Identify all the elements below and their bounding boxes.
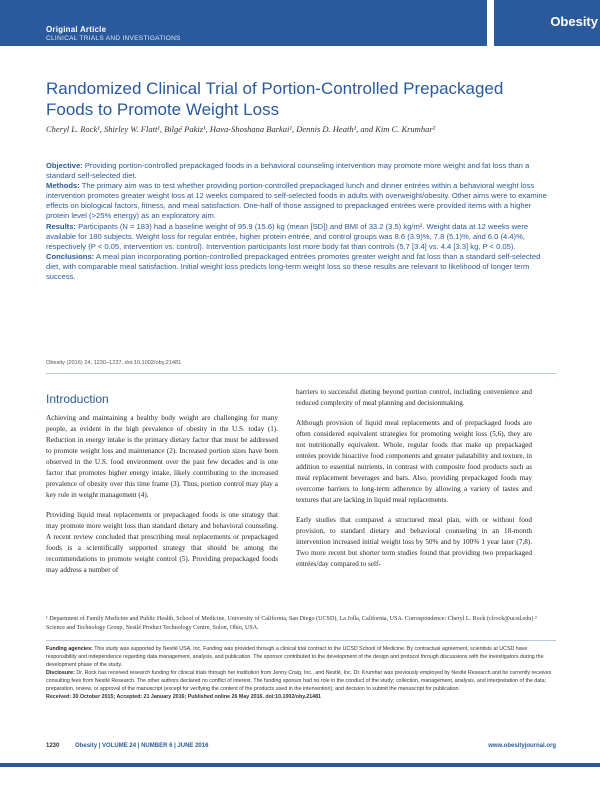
objective-label: Objective: xyxy=(46,161,83,170)
author-list: Cheryl L. Rock¹, Shirley W. Flatt¹, Bilgé Pakiz¹, Hava-Shoshana Barkai¹, Dennis D. Heath¹, and Kim C. Krumhar² xyxy=(46,124,436,134)
article-title xyxy=(46,78,546,120)
conclusions-label: Conclusions: xyxy=(46,251,95,261)
paragraph: Although provision of liquid meal replacements and of prepackaged foods are often considered equivalent strategies for promoting weight loss (5,6), they are not nutritionally equivalent. Whole, regular foods that make up prepackaged entrées provide bioactive food components and greater palatability and texture, in addition to essential nutrients, in contrast with composite food products such as meal replacement beverages and bars. Also, providing prepackaged foods may overcome barriers to long-term adherence by allowing a variety of tastes and textures that are lacking in liquid meal replacements. xyxy=(296,419,532,504)
paragraph: Achieving and maintaining a healthy body weight are challenging for many people, as evident in the high prevalence of obesity in the U.S. today (1). Reduction in energy intake is the primary dietary factor that must be addressed to promote weight loss and maintenance (2). Increased portion sizes have been observed in the U.S. food environment over the past few decades and is one factor that promotes higher energy intake, likely contributing to the increased prevalence of obesity over this time frame (3). Thus, portion control may play a key role in weight management (4). xyxy=(46,414,278,499)
title-line-1: Randomized Clinical Trial of Portion-Controlled Prepackaged xyxy=(46,79,504,98)
article-type: Original Article xyxy=(46,25,107,34)
abstract-methods xyxy=(46,181,556,221)
results-text: Participants (N = 183) had a baseline weight of 95.9 (15.6) kg (mean [SD]) and BMI of 33.2 (3.5) kg/m². Weight data at 12 weeks were available for 180 subjects. Weight loss for regular entrée, higher protein entrée, and control groups was 8.6 (3.9)%, 7.8 (5.1)%, and 6.0 (4.4)%, respectively (P < 0.05, intervention vs. control). Intervention participants lost more body fat than controls (5.7 [3.4] vs. 4.4 [3.3] kg, P < 0.05). xyxy=(46,221,529,251)
journal-name: Obesity xyxy=(550,14,598,29)
conclusions-text: A meal plan incorporating portion-controlled prepackaged entrées promotes greater weight and fat loss than a standard self-selected diet, with comparable meal satisfaction. Initial weight loss predicts long-term weight loss so these results are relevant to likelihood of longer term success. xyxy=(46,251,541,282)
funding-label: Funding agencies: xyxy=(46,646,93,652)
title-line-2: Foods to Promote Weight Loss xyxy=(46,100,280,119)
journal-issue-info: Obesity | VOLUME 24 | NUMBER 6 | JUNE 2016 xyxy=(75,743,209,749)
abstract-conclusions xyxy=(46,252,556,282)
abstract-objective xyxy=(46,161,556,181)
journal-url[interactable]: www.obesityjournal.org xyxy=(488,743,556,749)
intro-heading: Introduction xyxy=(46,392,109,406)
disclosure-label: Disclosure: xyxy=(46,670,75,676)
funding-text: This study was supported by Nestlé USA, Inc. Funding was provided through a clinical trial contract to the UCSD School of Medicine. By contractual agreement, scientists at UCSD have responsibility and independence regarding data management, analysis, and publication. The sponsor contributed to the development of the design and protocol through discussions with the investigators during the development phase of the study. xyxy=(46,646,544,668)
publication-dates: Received: 30 October 2015; Accepted: 21 January 2016; Published online 26 May 2016. doi:10.1002/oby.21481 xyxy=(46,694,321,700)
body-column-right xyxy=(296,387,532,579)
disclosure-note xyxy=(46,669,556,693)
page-number: 1230 xyxy=(46,743,60,749)
disclosure-text: Dr. Rock has received research funding for clinical trials through her institution from Jenny Craig, Inc., and Nestlé, Inc. Dr. Krumhar was previously employed by Nestlé Research and he currently receives consulting fees from Nestlé Research. The other authors declared no conflict of interest. The funding sponsor had no role in the conduct of the study; collection, management, analysis, and interpretation of the data; preparation, review, or approval of the manuscript (except for verifying the content of the products used in the intervention); and decision to submit the manuscript for publication. xyxy=(46,670,552,692)
article-info xyxy=(46,645,556,701)
page-footer xyxy=(46,743,556,749)
info-divider xyxy=(46,640,556,641)
abstract xyxy=(46,161,556,282)
abstract-results xyxy=(46,222,556,252)
article-section: CLINICAL TRIALS AND INVESTIGATIONS xyxy=(46,35,181,42)
funding-note xyxy=(46,645,556,669)
results-label: Results: xyxy=(46,221,76,231)
methods-label: Methods: xyxy=(46,181,80,191)
paragraph: Early studies that compared a structured meal plan, with or without food provision, to standard dietary and behavioral counseling in an 18-month intervention increased initial weight loss by 50% and by 100% 1 year later (7,8). Two more recent but shorter term studies found that providing two prepackaged entrées/day compared to self- xyxy=(296,516,532,568)
citation-line: Obesity (2016) 24, 1230–1237. doi:10.1002/oby.21481 xyxy=(46,360,182,366)
objective-text: Providing portion-controlled prepackaged foods in a behavioral counseling intervention may promote more weight and fat loss than a standard self-selected diet. xyxy=(46,161,530,181)
body-column-left xyxy=(46,413,278,585)
paragraph: barriers to successful dieting beyond portion control, including convenience and reduced complexity of meal planning and decisionmaking. xyxy=(296,388,532,407)
abstract-divider xyxy=(46,373,556,374)
footer-band xyxy=(0,763,600,767)
methods-text: The primary aim was to test whether providing portion-controlled prepackaged lunch and dinner entrées within a behavioral weight loss intervention promotes greater weight loss at 12 weeks compared to self-selected foods in adults with overweight/obesity. Other aims were to examine effects on biological factors, fitness, and meal satisfaction. One-half of those assigned to prepackaged entrées were provided items with a higher protein level (>25% energy) as an exploratory aim. xyxy=(46,181,547,221)
paragraph: Providing liquid meal replacements or prepackaged foods is one strategy that may promote more weight loss than standard dietary and behavioral counseling. A recent review concluded that prescribing meal replacements or prepackaged foods is a scientifically supported strategy that should be among the recommendations to promote weight control (5). Providing prepackaged foods may address a number of xyxy=(46,511,278,574)
author-affiliations: ¹ Department of Family Medicine and Public Health, School of Medicine, University of California, San Diego (UCSD), La Jolla, California, USA. Correspondence: Cheryl L. Rock (clrock@ucsd.edu) ² Science and Technology Group, Nestlé Product Technology Centre, Solon, Ohio, USA. xyxy=(46,616,537,631)
